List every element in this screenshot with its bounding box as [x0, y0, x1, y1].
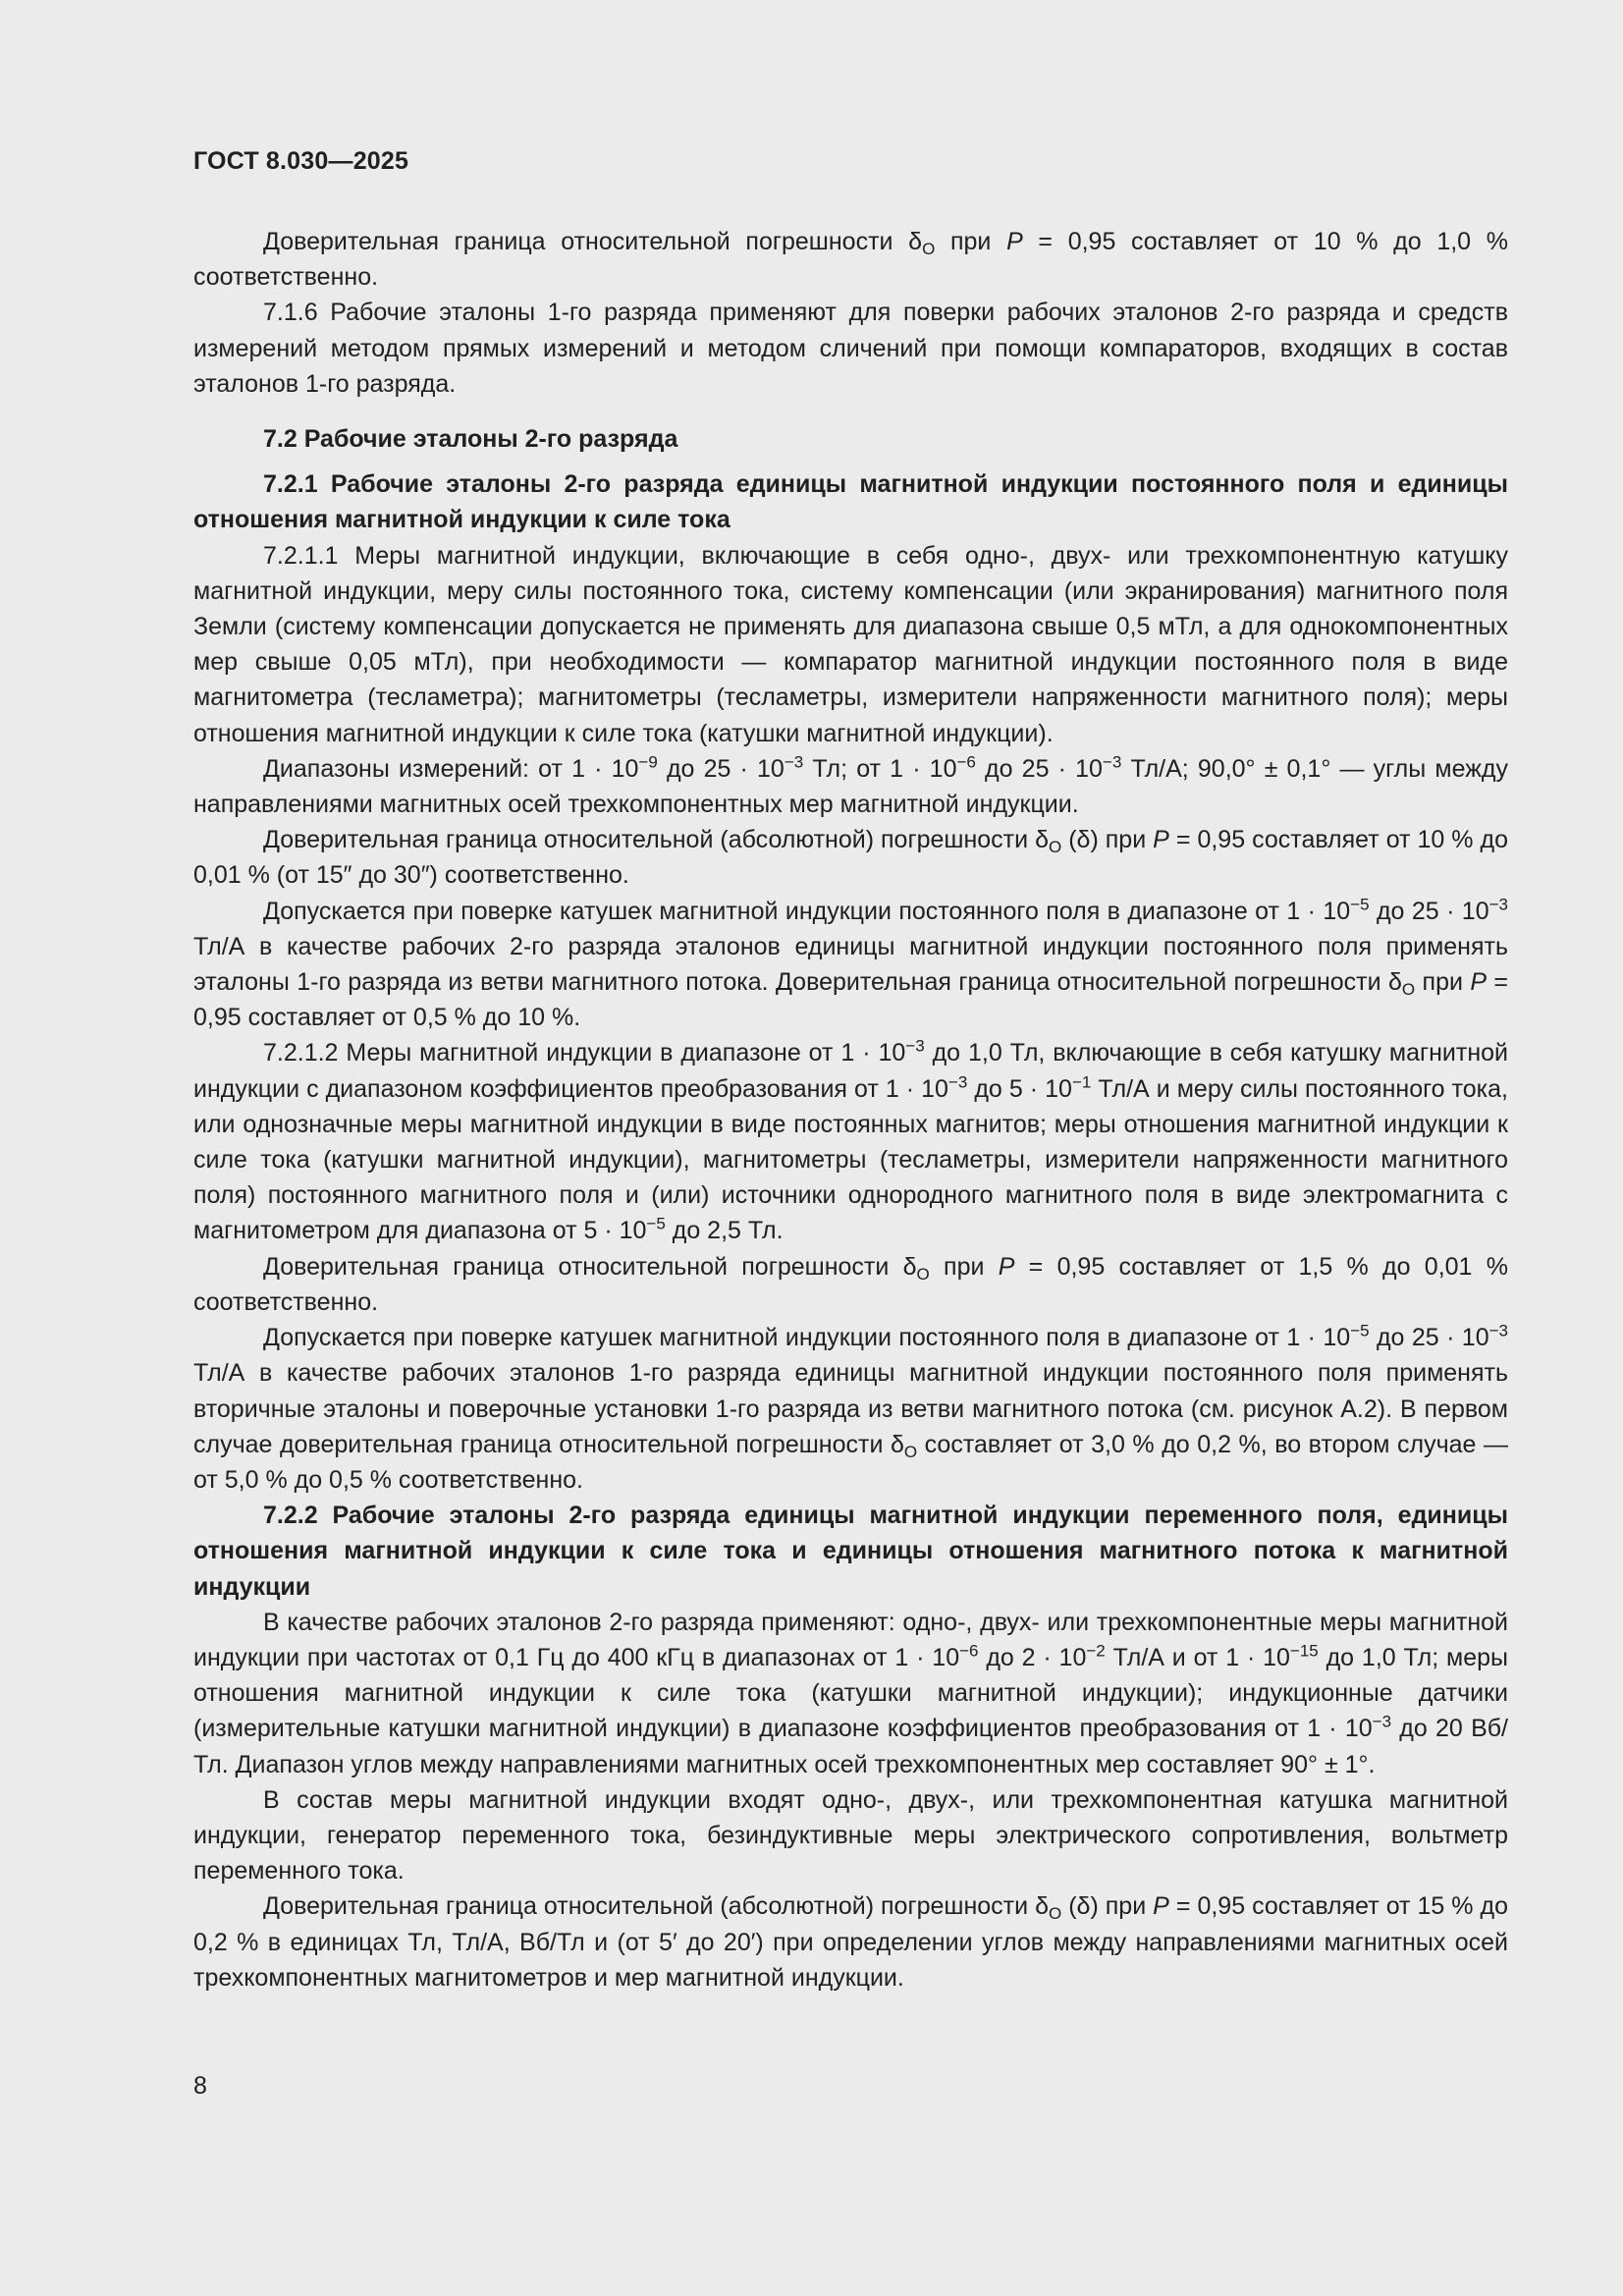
paragraph: Диапазоны измерений: от $1 \cdot 10^{-9}$ до $25 \cdot 10^{-3}$ Тл; от $1 \cdot 10^{-6}$ до $25 \cdot 10^{-3}$ Тл/А; 90,0° ± 0,1° — углы между направлениями магнитных осей трехкомпонентных мер магнитной индукции.	[193, 752, 1509, 819]
paragraph: В состав меры магнитной индукции входят одно-, двух-, или трехкомпонентная катушка магнитной индукции, генератор переменного тока, безиндуктивные меры электрического сопротивления, вольтметр переменного тока.	[193, 1785, 1508, 1886]
page-header: ГОСТ 8.030—2025	[193, 147, 409, 175]
section-heading-7-2: 7.2 Рабочие эталоны 2-го разряда	[263, 425, 678, 454]
paragraph: Допускается при поверке катушек магнитной индукции постоянного поля в диапазоне от $1 \cdot 10^{-5}$ до $25 \cdot 10^{-3}$ Тл/А в качестве рабочих 2-го разряда эталонов единицы магнитной индукции постоянного поля применять эталоны 1-го разряда из ветви магнитного потока. Доверительная граница относительной погрешности $\delta_O$ при P = 0,95 составляет от 0,5 % до 10 %.	[193, 895, 1508, 1032]
clause-7-1-6: 7.1.6 Рабочие эталоны 1-го разряда применяют для поверки рабочих эталонов 2-го разряда и средств измерений методом прямых измерений и методом сличений при помощи компараторов, входящих в состав эталонов 1-го разряда.	[193, 299, 1508, 398]
paragraph: Доверительная граница относительной (абсолютной) погрешности $\delta_O$ (δ) при P = 0,95 составляет от 15 % до 0,2 % в единицах Тл, Тл/А, Вб/Тл и (от 5′ до 20′) при определении углов между направлениями магнитных осей трехкомпонентных магнитометров и мер магнитной индукции.	[193, 1892, 1508, 1992]
paragraph: Допускается при поверке катушек магнитной индукции постоянного поля в диапазоне от $1 \cdot 10^{-5}$ до $25 \cdot 10^{-3}$ Тл/А в качестве рабочих эталонов 1-го разряда единицы магнитной индукции постоянного поля применять вторичные эталоны и поверочные установки 1-го разряда из ветви магнитного потока (см. рисунок А.2). В первом случае доверительная граница относительной погрешности $\delta_O$ составляет от 3,0 % до 0,2 %, во втором случае — от 5,0 % до 0,5 % соответственно.	[193, 1321, 1508, 1494]
subsection-heading-7-2-1: 7.2.1 Рабочие эталоны 2-го разряда единицы магнитной индукции постоянного поля и единицы отношения магнитной индукции к силе тока	[193, 470, 1508, 534]
page-body	[193, 224, 1508, 1995]
clause-7-2-1-1: 7.2.1.1 Меры магнитной индукции, включающие в себя одно-, двух- или трехкомпонентную катушку магнитной индукции, меру силы постоянного тока, систему компенсации (или экранирования) магнитного поля Земли (систему компенсации допускается не применять для диапазона свыше 0,5 мТл, а для однокомпонентных мер свыше 0,05 мТл), при необходимости — компаратор магнитной индукции постоянного поля в виде магнитометра (тесламетра); магнитометры (тесламетры, измерители напряженности магнитного поля); меры отношения магнитной индукции к силе тока (катушки магнитной индукции).	[193, 541, 1508, 747]
paragraph: Доверительная граница относительной погрешности $\delta_O$ при P = 0,95 составляет от 10 % до 1,0 % соответственно.	[193, 228, 1508, 292]
paragraph: В качестве рабочих эталонов 2-го разряда применяют: одно-, двух- или трехкомпонентные меры магнитной индукции при частотах от 0,1 Гц до 400 кГц в диапазонах от $1 \cdot 10^{-6}$ до $2 \cdot 10^{-2}$ Тл/А и от $1 \cdot 10^{-15}$ до 1,0 Тл; меры отношения магнитной индукции к силе тока (катушки магнитной индукции); индукционные датчики (измерительные катушки магнитной индукции) в диапазоне коэффициентов преобразования от $1 \cdot 10^{-3}$ до 20 Вб/Тл. Диапазон углов между направлениями магнитных осей трехкомпонентных мер составляет 90° ± 1°.	[193, 1608, 1509, 1778]
paragraph: Доверительная граница относительной погрешности $\delta_O$ при P = 0,95 составляет от 1,5 % до 0,01 % соответственно.	[193, 1252, 1508, 1316]
clause-7-2-1-2: 7.2.1.2 Меры магнитной индукции в диапазоне от $1 \cdot 10^{-3}$ до 1,0 Тл, включающие в себя катушку магнитной индукции с диапазоном коэффициентов преобразования от $1 \cdot 10^{-3}$ до $5 \cdot 10^{-1}$ Тл/А и меру силы постоянного тока, или однозначные меры магнитной индукции в виде постоянных магнитов; меры отношения магнитной индукции к силе тока (катушки магнитной индукции), магнитометры (тесламетры, измерители напряженности магнитного поля) постоянного магнитного поля и (или) источники однородного магнитного поля в виде электромагнита с магнитометром для диапазона от $5 \cdot 10^{-5}$ до 2,5 Тл.	[193, 1037, 1509, 1245]
subsection-heading-7-2-2: 7.2.2 Рабочие эталоны 2-го разряда единицы магнитной индукции переменного поля, единицы отношения магнитной индукции к силе тока и единицы отношения магнитного потока к магнитной индукции	[193, 1502, 1508, 1601]
paragraph: Доверительная граница относительной (абсолютной) погрешности $\delta_O$ (δ) при P = 0,95 составляет от 10 % до 0,01 % (от 15″ до 30″) соответственно.	[193, 826, 1508, 890]
page-number: 8	[193, 2072, 207, 2100]
